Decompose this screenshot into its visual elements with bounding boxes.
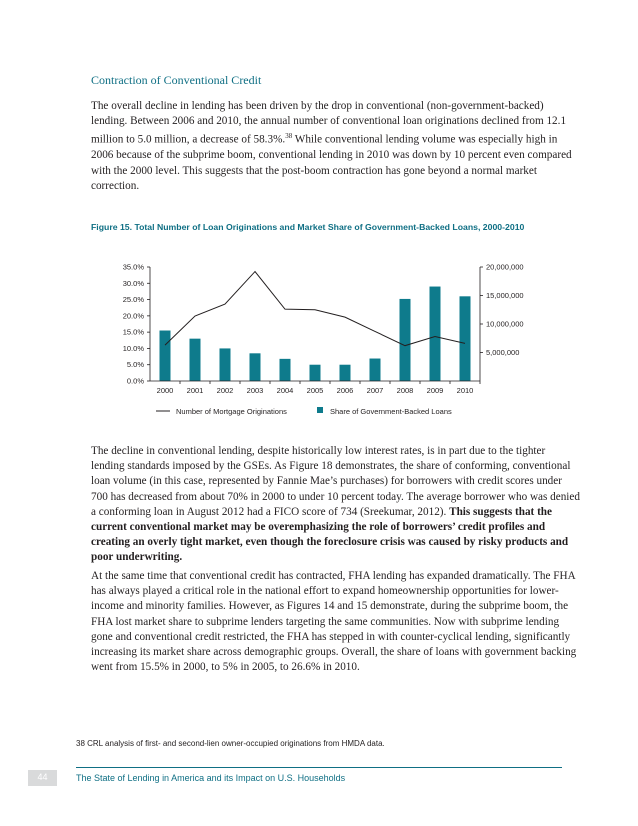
bar-government-backed-share [220,348,231,381]
bar-government-backed-share [460,296,471,381]
right-tick-label: 5,000,000 [486,348,520,357]
left-tick-label: 30.0% [122,278,144,288]
bar-government-backed-share [310,365,321,381]
x-tick-label: 2003 [246,386,264,395]
bar-government-backed-share [280,359,291,381]
x-tick-label: 2010 [456,386,474,395]
x-tick-label: 2000 [156,386,174,395]
right-tick-label: 15,000,000 [486,291,524,300]
legend-bar-swatch [317,407,323,413]
x-tick-label: 2005 [306,386,324,395]
x-tick-label: 2007 [366,386,384,395]
running-title: The State of Lending in America and its Impact on U.S. Households [76,773,346,783]
section-title: Contraction of Conventional Credit [91,73,262,87]
paragraph-1 [91,99,581,194]
x-tick-label: 2002 [216,386,234,395]
left-tick-label: 20.0% [122,311,144,321]
paragraph-3: At the same time that conventional credit has contracted, FHA lending has expanded dramatically. The FHA has always played a critical role in the national effort to expand homeownership opportunities for lower-income and minority families. However, as Figures 14 and 15 demonstrate, during the subprime boom, the FHA lost market share to subprime lenders targeting the same communities. Now with subprime lending gone and conventional credit restricted, the FHA has stepped in with counter-cyclical lending, significantly increasing its market share across demographic groups. Overall, the share of loans with government backing went from 15.5% in 2000, to 5% in 2005, to 26.6% in 2010. [91,570,577,674]
x-tick-label: 2006 [336,386,354,395]
right-tick-label: 10,000,000 [486,319,524,329]
x-tick-label: 2009 [426,386,444,395]
legend [156,407,452,416]
x-tick-label: 2001 [186,386,204,395]
figure-title: Figure 15. Total Number of Loan Originations and Market Share of Government-Backed Loans, 2000-2010 [91,222,525,232]
bar-government-backed-share [400,299,411,381]
footer-rule [76,767,562,768]
legend-bar-label: Share of Government-Backed Loans [330,407,452,416]
page-number: 44 [37,772,48,782]
bar-government-backed-share [190,339,201,381]
bar-government-backed-share [430,287,441,381]
footnote-ref: 38 [285,132,293,141]
paragraph-2-emphasis: This suggests that the current conventional market may be overemphasizing the role of borrowers’ credit profiles and creating an overly tight market, even though the foreclosure crisis was caused by risky products and poor underwriting. [91,505,569,564]
left-tick-label: 15.0% [122,327,144,337]
footnote: 38 CRL analysis of first- and second-lien owner-occupied originations from HMDA data. [76,739,385,748]
left-tick-label: 5.0% [126,360,144,370]
figure-chart [90,255,560,435]
paragraph-1-text: The overall decline in lending has been driven by the drop in conventional (non-government-backed) lending. Between 2006 and 2010, the annual number of conventional loan originations declined from 12.1 million to 5.0 million, a decrease of 58.3%. [91,100,567,147]
legend-line-label: Number of Mortgage Originations [176,407,287,416]
left-tick-label: 25.0% [122,295,144,305]
bar-government-backed-share [340,365,351,381]
paragraph-2-text: The decline in conventional lending, despite historically low interest rates, is in part due to the tighter lending standards imposed by the GSEs. As Figure 18 demonstrates, the share of conforming, conventional loan volume (in this case, represented by Fannie Mae’s purchases) for borrowers with credit scores under 700 has decreased from about 70% in 2000 to under 10 percent today. The average borrower who was denied a conforming loan in August 2012 had a FICO score of 734 (Sreekumar, 2012). [91,445,580,518]
x-tick-label: 2008 [396,386,414,395]
paragraph-2 [91,444,581,566]
left-tick-label: 35.0% [122,262,144,272]
originations-line [165,272,465,346]
left-tick-label: 0.0% [126,376,144,386]
left-tick-label: 10.0% [122,343,144,353]
paragraph-1-cont: While conventional lending volume was especially high in 2006 because of the subprime boom, conventional lending in 2010 was down by 10 percent even compared with the 2000 level. This suggests that the post-boom contraction has gone beyond a normal market correction. [91,134,572,192]
bar-government-backed-share [370,359,381,381]
x-tick-label: 2004 [276,386,294,395]
bar-government-backed-share [160,331,171,381]
bar-government-backed-share [250,353,261,381]
right-tick-label: 20,000,000 [486,262,524,272]
